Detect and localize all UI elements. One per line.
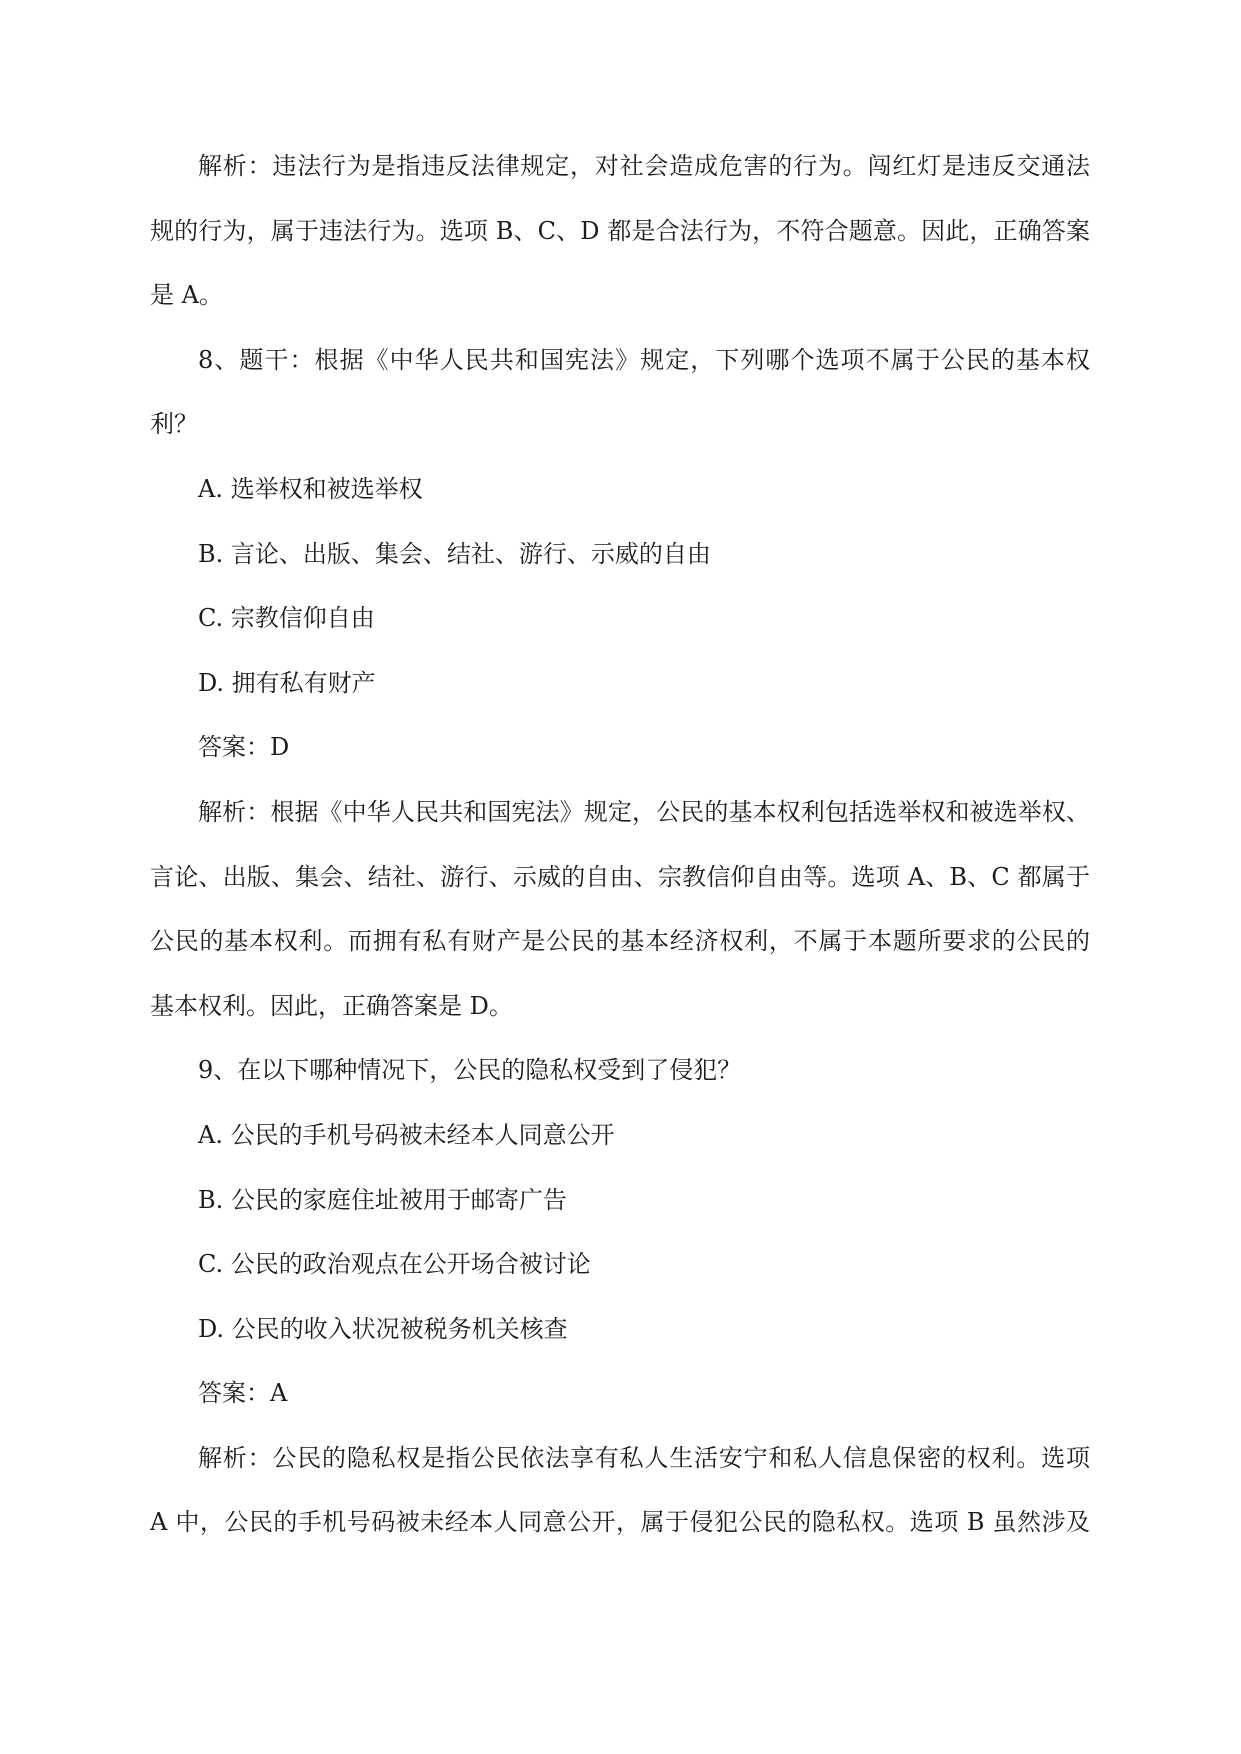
q7-analysis-line: 解析：违法行为是指违反法律规定，对社会造成危害的行为。闯红灯是违反交通法: [198, 152, 1090, 180]
q8-option-a: A. 选举权和被选举权: [198, 474, 423, 503]
q7-analysis: [150, 134, 1090, 328]
q8-analysis-line: 基本权利。因此，正确答案是 D。: [150, 991, 513, 1020]
q8-option-d: D. 拥有私有财产: [198, 668, 376, 697]
q9-option-d: D. 公民的收入状况被税务机关核查: [198, 1314, 568, 1343]
q8-analysis-line: 言论、出版、集会、结社、游行、示威的自由、宗教信仰自由等。选项 A、B、C 都属于: [150, 862, 1090, 891]
q7-analysis-line: 规的行为，属于违法行为。选项 B、C、D 都是合法行为，不符合题意。因此，正确答案: [150, 216, 1090, 245]
q9-option-b: B. 公民的家庭住址被用于邮寄广告: [198, 1185, 567, 1214]
q8-block: [150, 328, 1090, 1039]
q9-analysis-line: 解析：公民的隐私权是指公民依法享有私人生活安宁和私人信息保密的权利。选项: [198, 1443, 1090, 1472]
q9-stem: 9、在以下哪种情况下，公民的隐私权受到了侵犯？: [198, 1056, 742, 1085]
q9-option-a: A. 公民的手机号码被未经本人同意公开: [198, 1120, 615, 1149]
q7-analysis-line: 是 A。: [150, 281, 223, 310]
document-body: [150, 134, 1090, 1555]
q8-analysis-line: 公民的基本权利。而拥有私有财产是公民的基本经济权利，不属于本题所要求的公民的: [150, 927, 1090, 956]
q8-stem-line: 利？: [150, 410, 198, 439]
q8-option-c: C. 宗教信仰自由: [198, 604, 375, 633]
q9-answer: 答案：A: [198, 1379, 288, 1408]
q8-answer: 答案：D: [198, 733, 290, 762]
q9-option-c: C. 公民的政治观点在公开场合被讨论: [198, 1250, 591, 1279]
q8-stem-line: 8、题干：根据《中华人民共和国宪法》规定，下列哪个选项不属于公民的基本权: [198, 345, 1090, 374]
q8-option-b: B. 言论、出版、集会、结社、游行、示威的自由: [198, 539, 711, 568]
q9-analysis-line: A 中，公民的手机号码被未经本人同意公开，属于侵犯公民的隐私权。选项 B 虽然涉及: [150, 1508, 1090, 1537]
q9-block: [150, 1038, 1090, 1555]
q8-analysis-line: 解析：根据《中华人民共和国宪法》规定，公民的基本权利包括选举权和被选举权、: [198, 797, 1090, 826]
